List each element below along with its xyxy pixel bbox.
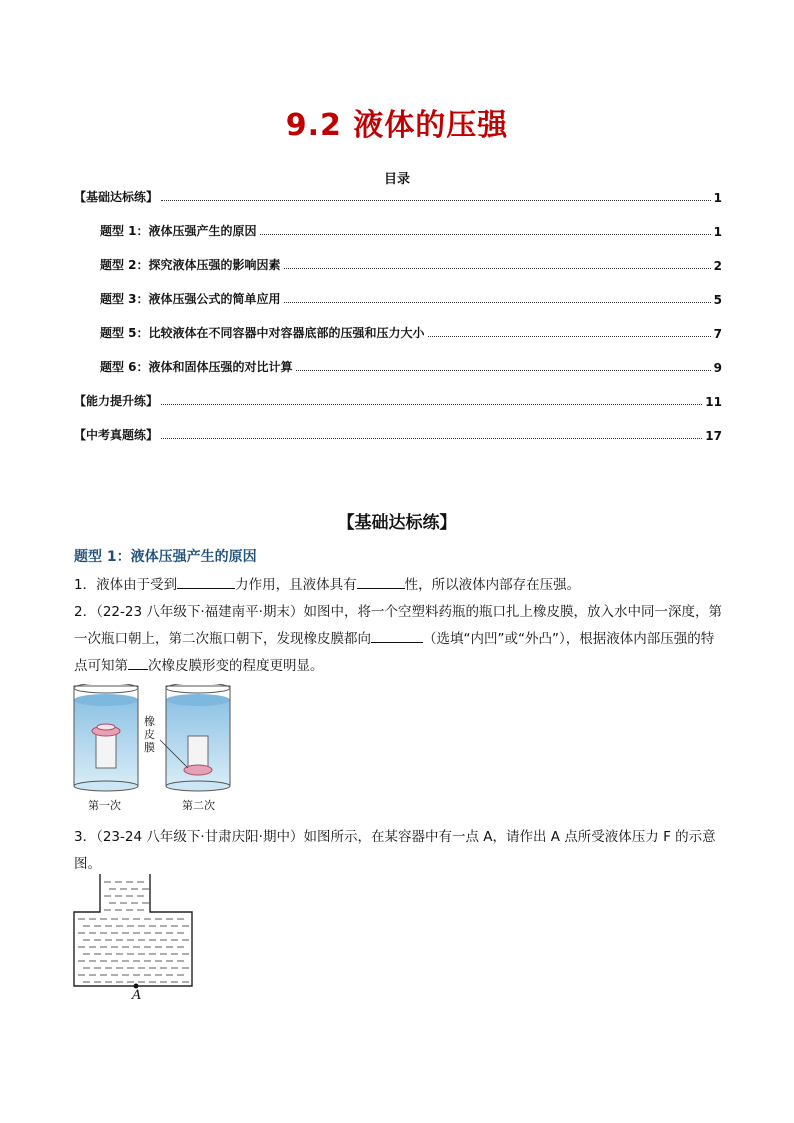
bottle-1 bbox=[96, 734, 116, 768]
question-2-number: 2． bbox=[74, 604, 97, 620]
answer-blank[interactable] bbox=[128, 657, 148, 670]
toc-entry-label: 题型 6：液体和固体压强的对比计算 bbox=[100, 360, 293, 374]
question-1-number: 1． bbox=[74, 577, 97, 593]
question-1-text-b: 力作用，且液体具有 bbox=[235, 577, 357, 593]
question-1-text-c: 性，所以液体内部存在压强。 bbox=[404, 577, 581, 593]
beaker-1 bbox=[74, 684, 138, 791]
toc-entry-page: 11 bbox=[705, 395, 722, 409]
toc-entry-page: 1 bbox=[713, 225, 722, 239]
point-a-label: A bbox=[132, 988, 142, 1003]
toc-entry-page: 17 bbox=[705, 429, 722, 443]
question-2-text-b: （选填“内凹”或“外凸”），根据液体内部压强的特点可知第 bbox=[74, 631, 715, 674]
toc-entry[interactable] bbox=[74, 323, 722, 341]
question-2 bbox=[74, 599, 722, 680]
caption-second: 第二次 bbox=[182, 799, 215, 812]
toc-entry-label: 【基础达标练】 bbox=[74, 190, 159, 204]
type-heading: 题型 1：液体压强产生的原因 bbox=[74, 549, 257, 565]
toc-entry[interactable] bbox=[74, 221, 722, 239]
question-1 bbox=[74, 572, 722, 599]
toc-leader-dots bbox=[296, 370, 711, 371]
toc-entry[interactable] bbox=[74, 391, 722, 409]
question-2-text-a: （22-23 八年级下·福建南平·期末）如图中，将一个空塑料药瓶的瓶口扎上橡皮膜，放入水中同一深度，第一次瓶口朝上，第二次瓶口朝下，发现橡皮膜都向 bbox=[74, 604, 722, 647]
toc-leader-dots bbox=[161, 438, 702, 439]
toc-leader-dots bbox=[428, 336, 711, 337]
answer-blank[interactable] bbox=[177, 576, 235, 589]
page-title: 9.2 液体的压强 bbox=[285, 108, 509, 143]
toc-entry-label: 题型 3：液体压强公式的简单应用 bbox=[100, 292, 281, 306]
container-outline bbox=[74, 874, 192, 986]
question-2-text-c: 次橡皮膜形变的程度更明显。 bbox=[148, 658, 324, 674]
toc-entry-page: 1 bbox=[713, 191, 722, 205]
question-3 bbox=[74, 824, 722, 878]
caption-first: 第一次 bbox=[88, 799, 121, 812]
toc-leader-dots bbox=[284, 268, 711, 269]
toc-leader-dots bbox=[260, 234, 711, 235]
section-heading: 【基础达标练】 bbox=[337, 513, 457, 533]
toc-entry-label: 题型 2：探究液体压强的影响因素 bbox=[100, 258, 281, 272]
toc-entry-label: 【中考真题练】 bbox=[74, 428, 159, 442]
question-1-text-a: 液体由于受到 bbox=[96, 577, 178, 593]
rubber-membrane-2 bbox=[184, 765, 212, 775]
toc-entry-label: 【能力提升练】 bbox=[74, 394, 159, 408]
toc-entry[interactable] bbox=[74, 357, 722, 375]
answer-blank[interactable] bbox=[371, 630, 423, 643]
toc-leader-dots bbox=[161, 404, 702, 405]
membrane-label: 橡 皮 膜 bbox=[144, 715, 155, 754]
toc-entry-page: 9 bbox=[713, 361, 722, 375]
toc-entry-label: 题型 5：比较液体在不同容器中对容器底部的压强和压力大小 bbox=[100, 326, 425, 340]
toc-heading: 目录 bbox=[383, 172, 410, 187]
toc-entry-page: 7 bbox=[713, 327, 722, 341]
container-figure bbox=[70, 874, 196, 1004]
toc-entry-page: 5 bbox=[713, 293, 722, 307]
toc-entry-label: 题型 1：液体压强产生的原因 bbox=[100, 224, 257, 238]
toc-entry[interactable] bbox=[74, 289, 722, 307]
toc-leader-dots bbox=[161, 200, 711, 201]
liquid-hatching bbox=[78, 882, 189, 982]
bottle-2 bbox=[188, 736, 208, 768]
question-3-text: （23-24 八年级下·甘肃庆阳·期中）如图所示，在某容器中有一点 A，请作出 A 点所受液体压力 F 的示意图。 bbox=[74, 829, 716, 872]
answer-blank[interactable] bbox=[357, 576, 405, 589]
beaker-2 bbox=[160, 684, 230, 791]
toc-leader-dots bbox=[284, 302, 711, 303]
toc-entry-page: 2 bbox=[713, 259, 722, 273]
toc-entry[interactable] bbox=[74, 425, 722, 443]
beakers-figure bbox=[68, 684, 248, 796]
toc-entry[interactable] bbox=[74, 187, 722, 205]
toc-entry[interactable] bbox=[74, 255, 722, 273]
question-3-number: 3． bbox=[74, 829, 97, 845]
